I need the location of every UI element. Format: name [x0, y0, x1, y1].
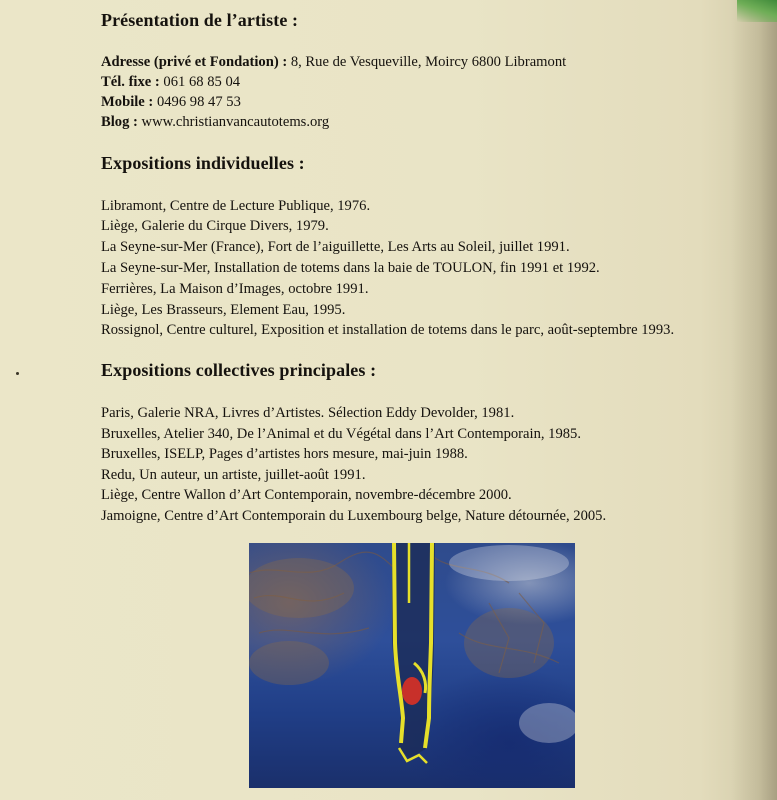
mobile-label: Mobile : — [101, 94, 154, 110]
mobile-value: 0496 98 47 53 — [153, 94, 241, 110]
list-item: Paris, Galerie NRA, Livres d’Artistes. Sélection Eddy Devolder, 1981. — [101, 405, 515, 421]
blog-line — [101, 112, 329, 132]
paper-speck — [16, 372, 19, 375]
individual-heading: Expositions individuelles : — [101, 153, 305, 173]
list-item: Liège, Les Brasseurs, Element Eau, 1995. — [101, 302, 346, 318]
list-item: Jamoigne, Centre d’Art Contemporain du Luxembourg belge, Nature détournée, 2005. — [101, 508, 607, 524]
mobile-line — [101, 92, 241, 112]
list-item: Redu, Un auteur, un artiste, juillet-août 1991. — [101, 467, 366, 483]
list-item: Libramont, Centre de Lecture Publique, 1976. — [101, 198, 371, 214]
blog-link[interactable]: www.christianvancautotems.org — [137, 114, 330, 130]
phone-label: Tél. fixe : — [101, 74, 160, 90]
address-label: Adresse (privé et Fondation) : — [101, 54, 288, 70]
list-item: Liège, Centre Wallon d’Art Contemporain, novembre-décembre 2000. — [101, 487, 512, 503]
list-item: Bruxelles, ISELP, Pages d’artistes hors mesure, mai-juin 1988. — [101, 446, 468, 462]
presentation-heading: Présentation de l’artiste : — [101, 10, 299, 30]
list-item: Liège, Galerie du Cirque Divers, 1979. — [101, 218, 329, 234]
collective-heading: Expositions collectives principales : — [101, 360, 377, 380]
list-item: Rossignol, Centre culturel, Exposition et installation de totems dans le parc, août-septembre 1993. — [101, 322, 675, 338]
phone-value: 061 68 85 04 — [159, 74, 241, 90]
list-item: La Seyne-sur-Mer, Installation de totems dans la baie de TOULON, fin 1991 et 1992. — [101, 260, 600, 276]
page-corner-stain — [737, 0, 777, 22]
address-line — [101, 52, 566, 72]
list-item: La Seyne-sur-Mer (France), Fort de l’aiguillette, Les Arts au Soleil, juillet 1991. — [101, 239, 570, 255]
list-item: Bruxelles, Atelier 340, De l’Animal et du Végétal dans l’Art Contemporain, 1985. — [101, 426, 582, 442]
blog-label: Blog : — [101, 114, 138, 130]
address-value: 8, Rue de Vesqueville, Moircy 6800 Libramont — [287, 54, 567, 70]
list-item: Ferrières, La Maison d’Images, octobre 1991. — [101, 281, 369, 297]
totem-reflection-image — [249, 543, 575, 788]
page-binding-shadow — [731, 0, 777, 800]
totem-photo — [249, 543, 575, 788]
red-accent — [402, 677, 422, 705]
phone-line — [101, 72, 240, 92]
